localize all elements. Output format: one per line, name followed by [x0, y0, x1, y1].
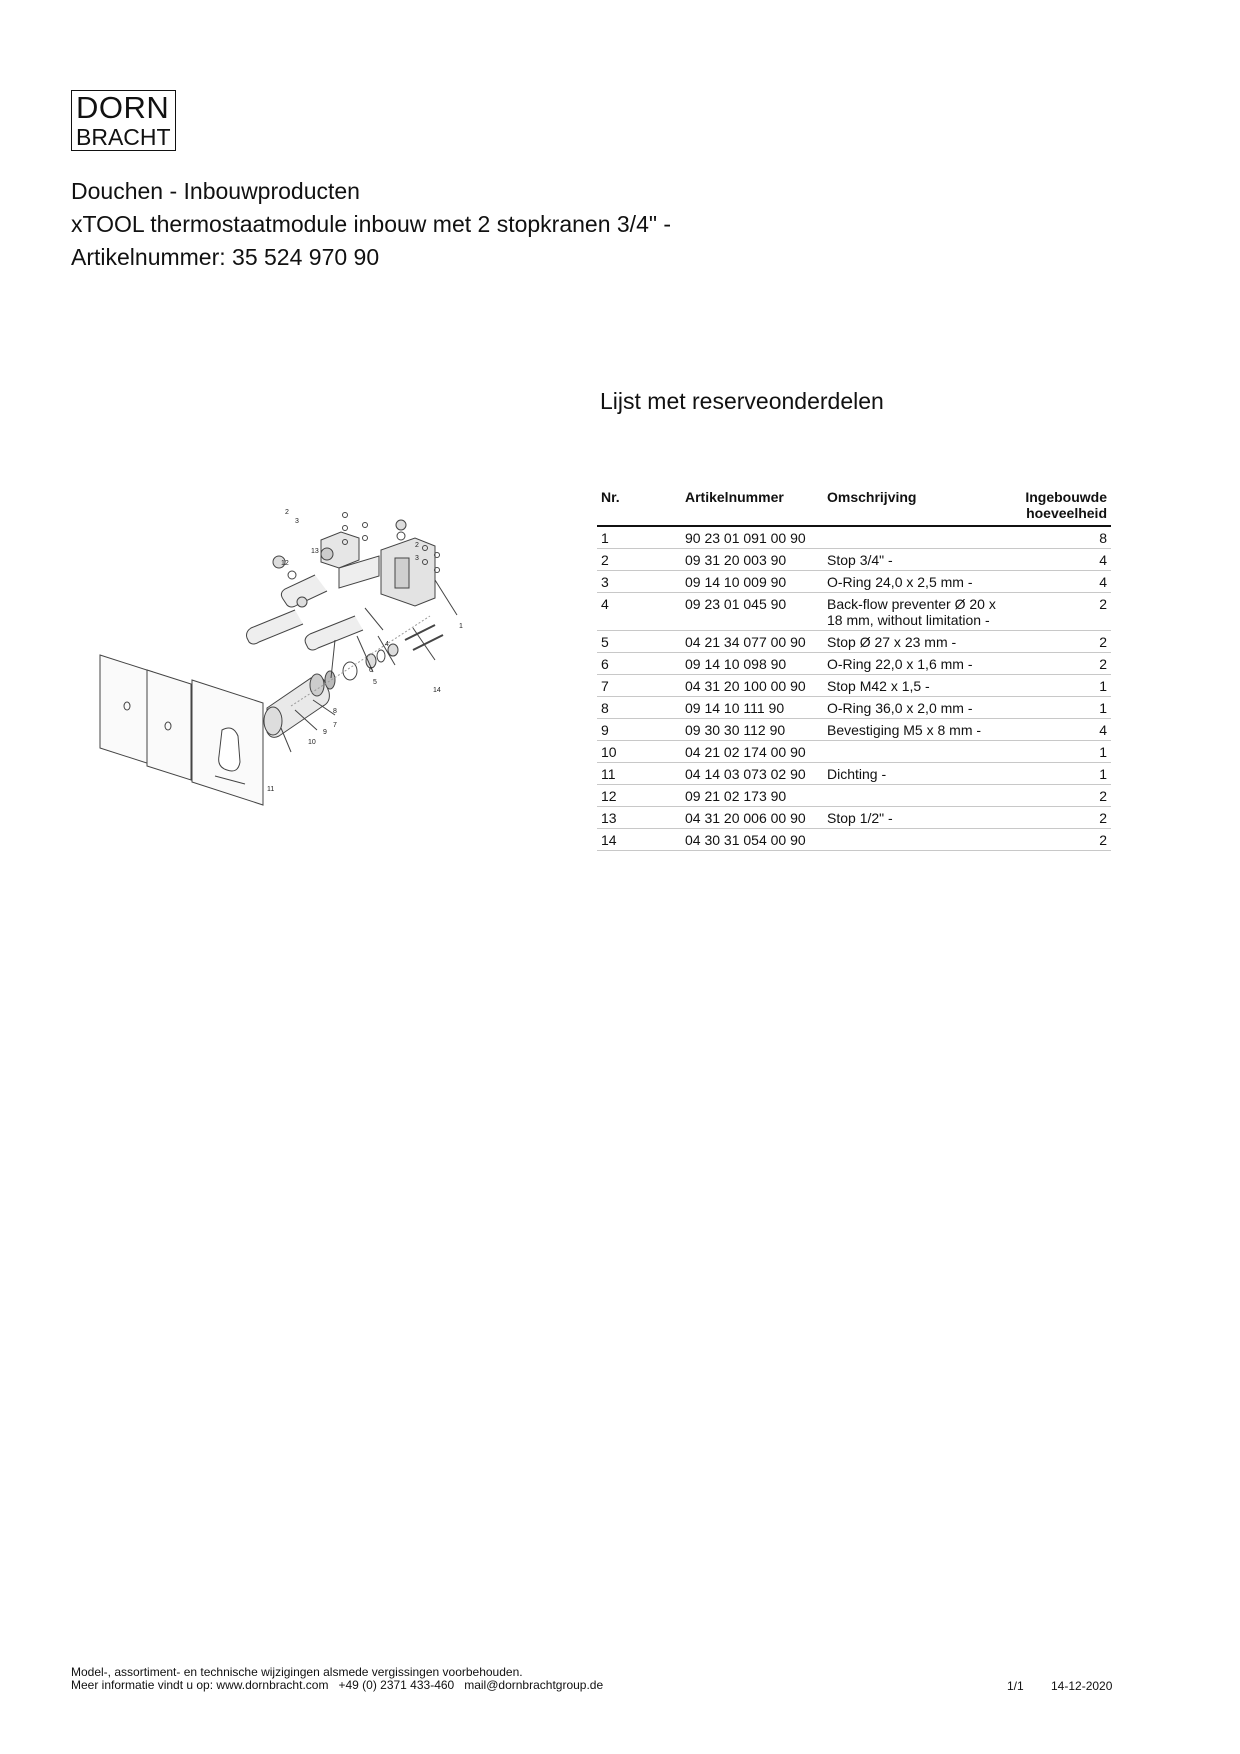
cell-description: O-Ring 24,0 x 2,5 mm -	[823, 571, 1003, 593]
cell-description: Bevestiging M5 x 8 mm -	[823, 719, 1003, 741]
cell-nr: 13	[597, 807, 681, 829]
cell-nr: 3	[597, 571, 681, 593]
footer-phone: +49 (0) 2371 433-460	[338, 1678, 455, 1692]
diagram-label: 12	[281, 560, 289, 567]
cell-description	[823, 526, 1003, 549]
cell-article: 90 23 01 091 00 90	[681, 526, 823, 549]
cell-nr: 5	[597, 631, 681, 653]
diagram-label: 10	[308, 739, 316, 746]
cell-article: 09 23 01 045 90	[681, 593, 823, 631]
diagram-label: 3	[295, 518, 299, 525]
parts-table	[597, 487, 1111, 851]
cell-article: 04 31 20 100 00 90	[681, 675, 823, 697]
col-header-quantity	[1003, 487, 1111, 526]
cell-nr: 8	[597, 697, 681, 719]
footer-disclaimer: Model-, assortiment- en technische wijzigingen alsmede vergissingen voorbehouden.	[71, 1665, 523, 1679]
cell-description	[823, 741, 1003, 763]
cell-nr: 14	[597, 829, 681, 851]
footer-email[interactable]: mail@dornbrachtgroup.de	[464, 1678, 604, 1692]
parts-list-title: Lijst met reserveonderdelen	[600, 388, 884, 414]
logo-line-2: BRACHT	[76, 124, 171, 150]
cell-article: 09 21 02 173 90	[681, 785, 823, 807]
cell-article: 09 14 10 111 90	[681, 697, 823, 719]
logo-line-1: DORN	[76, 90, 170, 125]
cell-description	[823, 785, 1003, 807]
table-row	[597, 741, 1111, 763]
diagram-label: 13	[311, 548, 319, 555]
parts-table-header	[597, 487, 1111, 526]
cell-quantity: 2	[1003, 593, 1111, 631]
cell-quantity: 4	[1003, 549, 1111, 571]
document-date: 14-12-2020	[1051, 1679, 1113, 1693]
diagram-label: 6	[369, 667, 373, 674]
cell-nr: 2	[597, 549, 681, 571]
col-header-description: Omschrijving	[823, 487, 1003, 526]
cell-nr: 1	[597, 526, 681, 549]
product-name: xTOOL thermostaatmodule inbouw met 2 stopkranen 3/4" -	[71, 211, 672, 237]
dornbracht-logo	[71, 90, 176, 151]
cell-description: Back-flow preventer Ø 20 x 18 mm, without limitation -	[823, 593, 1003, 631]
cell-article: 09 14 10 098 90	[681, 653, 823, 675]
cell-quantity: 1	[1003, 675, 1111, 697]
table-row	[597, 829, 1111, 851]
table-row	[597, 653, 1111, 675]
cell-article: 04 21 34 077 00 90	[681, 631, 823, 653]
cell-quantity: 2	[1003, 829, 1111, 851]
cell-description: O-Ring 22,0 x 1,6 mm -	[823, 653, 1003, 675]
cell-article: 04 21 02 174 00 90	[681, 741, 823, 763]
table-row	[597, 571, 1111, 593]
cell-article: 09 30 30 112 90	[681, 719, 823, 741]
cell-article: 04 31 20 006 00 90	[681, 807, 823, 829]
cell-quantity: 4	[1003, 571, 1111, 593]
col-header-nr: Nr.	[597, 487, 681, 526]
diagram-label: 14	[433, 687, 441, 694]
diagram-label: 4	[385, 641, 389, 648]
table-row	[597, 719, 1111, 741]
table-row	[597, 549, 1111, 571]
cell-quantity: 2	[1003, 807, 1111, 829]
col-header-article: Artikelnummer	[681, 487, 823, 526]
cell-description: Stop Ø 27 x 23 mm -	[823, 631, 1003, 653]
cell-quantity: 1	[1003, 697, 1111, 719]
table-row	[597, 675, 1111, 697]
article-number: Artikelnummer: 35 524 970 90	[71, 244, 380, 270]
cell-nr: 10	[597, 741, 681, 763]
page-number: 1/1	[1007, 1679, 1024, 1693]
cell-nr: 6	[597, 653, 681, 675]
diagram-label: 1	[459, 623, 463, 630]
cell-quantity: 1	[1003, 763, 1111, 785]
footer-contact	[71, 1679, 613, 1692]
table-row	[597, 807, 1111, 829]
diagram-label: 9	[323, 729, 327, 736]
exploded-view-diagram	[95, 500, 535, 820]
diagram-label: 8	[333, 708, 337, 715]
cell-nr: 7	[597, 675, 681, 697]
cell-nr: 9	[597, 719, 681, 741]
product-category: Douchen - Inbouwproducten	[71, 178, 360, 204]
cell-description: O-Ring 36,0 x 2,0 mm -	[823, 697, 1003, 719]
diagram-label: 7	[333, 722, 337, 729]
diagram-label: 11	[267, 786, 275, 793]
cell-article: 04 30 31 054 00 90	[681, 829, 823, 851]
cell-article: 09 31 20 003 90	[681, 549, 823, 571]
cell-quantity: 4	[1003, 719, 1111, 741]
cell-article: 09 14 10 009 90	[681, 571, 823, 593]
diagram-label: 3	[415, 555, 419, 562]
cell-nr: 11	[597, 763, 681, 785]
cell-quantity: 2	[1003, 785, 1111, 807]
cell-nr: 4	[597, 593, 681, 631]
footer-website[interactable]: Meer informatie vindt u op: www.dornbracht.com	[71, 1678, 329, 1692]
table-row	[597, 763, 1111, 785]
table-row	[597, 526, 1111, 549]
cell-nr: 12	[597, 785, 681, 807]
cell-quantity: 2	[1003, 631, 1111, 653]
table-row	[597, 785, 1111, 807]
cell-description	[823, 829, 1003, 851]
cover-plate-2	[147, 670, 191, 780]
col-header-quantity-line2: hoeveelheid	[1026, 505, 1107, 521]
cell-quantity: 8	[1003, 526, 1111, 549]
cell-article: 04 14 03 073 02 90	[681, 763, 823, 785]
diagram-label: 5	[373, 679, 377, 686]
table-row	[597, 631, 1111, 653]
diagram-label: 2	[285, 509, 289, 516]
footer	[71, 1666, 613, 1692]
table-row	[597, 697, 1111, 719]
cell-description: Stop 3/4" -	[823, 549, 1003, 571]
table-row	[597, 593, 1111, 631]
cell-description: Stop 1/2" -	[823, 807, 1003, 829]
cell-description: Dichting -	[823, 763, 1003, 785]
col-header-quantity-line1: Ingebouwde	[1025, 489, 1107, 505]
cell-description: Stop M42 x 1,5 -	[823, 675, 1003, 697]
diagram-label: 2	[415, 542, 419, 549]
cell-quantity: 2	[1003, 653, 1111, 675]
cell-quantity: 1	[1003, 741, 1111, 763]
